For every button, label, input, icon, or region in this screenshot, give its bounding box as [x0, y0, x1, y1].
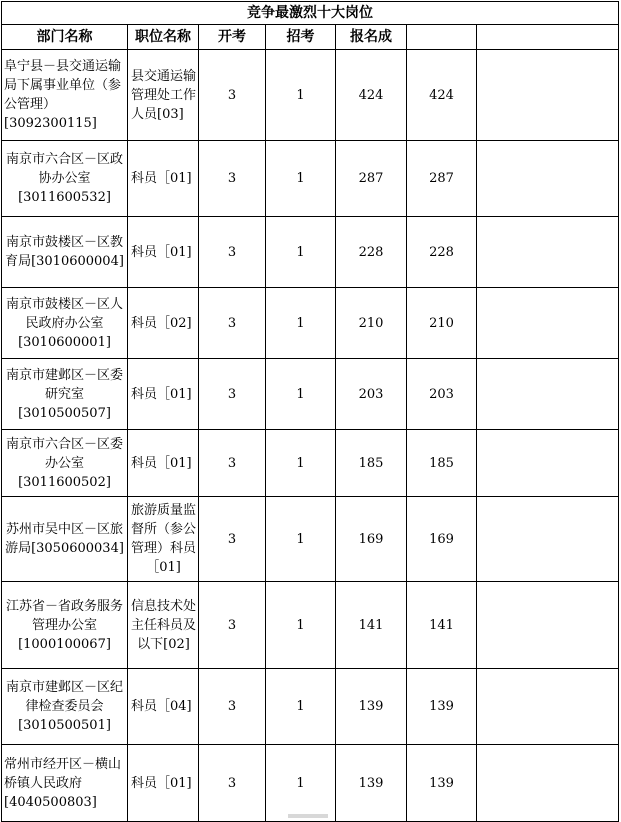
kaikao-cell: 3 — [199, 430, 266, 497]
table-row — [2, 669, 619, 745]
position-cell: 科员［01] — [128, 141, 199, 217]
kaikao-cell: 3 — [199, 217, 266, 288]
col6-cell: 169 — [407, 497, 477, 582]
zhaokao-cell: 1 — [266, 217, 336, 288]
dept-cell: 南京市六合区－区委办公室[3011600502] — [2, 430, 128, 497]
col7-cell — [477, 50, 619, 141]
ranking-table — [1, 1, 619, 822]
col7-cell — [477, 669, 619, 745]
col6-cell: 139 — [407, 745, 477, 822]
baoming-cell: 287 — [336, 141, 407, 217]
position-cell: 科员［04] — [128, 669, 199, 745]
kaikao-cell: 3 — [199, 50, 266, 141]
dept-cell: 南京市六合区－区政协办公室[3011600532] — [2, 141, 128, 217]
header-dept: 部门名称 — [2, 25, 128, 50]
kaikao-cell: 3 — [199, 359, 266, 430]
zhaokao-cell: 1 — [266, 359, 336, 430]
position-cell: 科员［01] — [128, 359, 199, 430]
zhaokao-cell: 1 — [266, 430, 336, 497]
col6-cell: 228 — [407, 217, 477, 288]
kaikao-cell: 3 — [199, 745, 266, 822]
zhaokao-cell: 1 — [266, 141, 336, 217]
baoming-cell: 203 — [336, 359, 407, 430]
baoming-cell: 210 — [336, 288, 407, 359]
position-cell: 信息技术处主任科员及以下[02] — [128, 582, 199, 669]
bottom-shadow — [288, 814, 328, 818]
table-row — [2, 141, 619, 217]
dept-cell: 常州市经开区－横山桥镇人民政府[4040500803] — [2, 745, 128, 822]
baoming-cell: 185 — [336, 430, 407, 497]
dept-cell: 南京市建邺区－区纪律检查委员会[3010500501] — [2, 669, 128, 745]
col6-cell: 141 — [407, 582, 477, 669]
kaikao-cell: 3 — [199, 669, 266, 745]
header-col6 — [407, 25, 477, 50]
zhaokao-cell: 1 — [266, 288, 336, 359]
kaikao-cell: 3 — [199, 497, 266, 582]
dept-cell: 阜宁县－县交通运输局下属事业单位（参公管理）[3092300115] — [2, 50, 128, 141]
dept-cell: 南京市建邺区－区委研究室[3010500507] — [2, 359, 128, 430]
dept-cell: 苏州市吴中区－区旅游局[3050600034] — [2, 497, 128, 582]
baoming-cell: 228 — [336, 217, 407, 288]
baoming-cell: 169 — [336, 497, 407, 582]
col6-cell: 424 — [407, 50, 477, 141]
col6-cell: 287 — [407, 141, 477, 217]
header-col7 — [477, 25, 619, 50]
col7-cell — [477, 497, 619, 582]
zhaokao-cell: 1 — [266, 582, 336, 669]
position-cell: 科员［01] — [128, 430, 199, 497]
position-cell: 科员［01] — [128, 745, 199, 822]
dept-cell: 南京市鼓楼区－区教育局[3010600004] — [2, 217, 128, 288]
table-row — [2, 582, 619, 669]
col7-cell — [477, 141, 619, 217]
header-kaikao: 开考 — [199, 25, 266, 50]
col7-cell — [477, 745, 619, 822]
baoming-cell: 139 — [336, 745, 407, 822]
kaikao-cell: 3 — [199, 141, 266, 217]
table-row — [2, 359, 619, 430]
zhaokao-cell: 1 — [266, 497, 336, 582]
col6-cell: 210 — [407, 288, 477, 359]
header-row — [2, 25, 619, 50]
table-row — [2, 50, 619, 141]
col7-cell — [477, 582, 619, 669]
zhaokao-cell: 1 — [266, 669, 336, 745]
col7-cell — [477, 430, 619, 497]
table-row — [2, 745, 619, 822]
dept-cell: 南京市鼓楼区－区人民政府办公室[3010600001] — [2, 288, 128, 359]
zhaokao-cell: 1 — [266, 50, 336, 141]
col7-cell — [477, 288, 619, 359]
header-position: 职位名称 — [128, 25, 199, 50]
baoming-cell: 141 — [336, 582, 407, 669]
zhaokao-cell: 1 — [266, 745, 336, 822]
position-cell: 旅游质量监督所（参公管理）科员［01] — [128, 497, 199, 582]
col6-cell: 185 — [407, 430, 477, 497]
col7-cell — [477, 359, 619, 430]
col7-cell — [477, 217, 619, 288]
dept-cell: 江苏省－省政务服务管理办公室[1000100067] — [2, 582, 128, 669]
table-row — [2, 288, 619, 359]
header-baoming: 报名成 — [336, 25, 407, 50]
table-row — [2, 497, 619, 582]
kaikao-cell: 3 — [199, 288, 266, 359]
position-cell: 科员［02] — [128, 288, 199, 359]
kaikao-cell: 3 — [199, 582, 266, 669]
baoming-cell: 139 — [336, 669, 407, 745]
table-row — [2, 430, 619, 497]
header-zhaokao: 招考 — [266, 25, 336, 50]
col6-cell: 203 — [407, 359, 477, 430]
position-cell: 县交通运输管理处工作人员[03] — [128, 50, 199, 141]
title-row — [2, 2, 619, 25]
table-title: 竞争最激烈十大岗位 — [2, 2, 619, 25]
table-row — [2, 217, 619, 288]
position-cell: 科员［01] — [128, 217, 199, 288]
baoming-cell: 424 — [336, 50, 407, 141]
col6-cell: 139 — [407, 669, 477, 745]
